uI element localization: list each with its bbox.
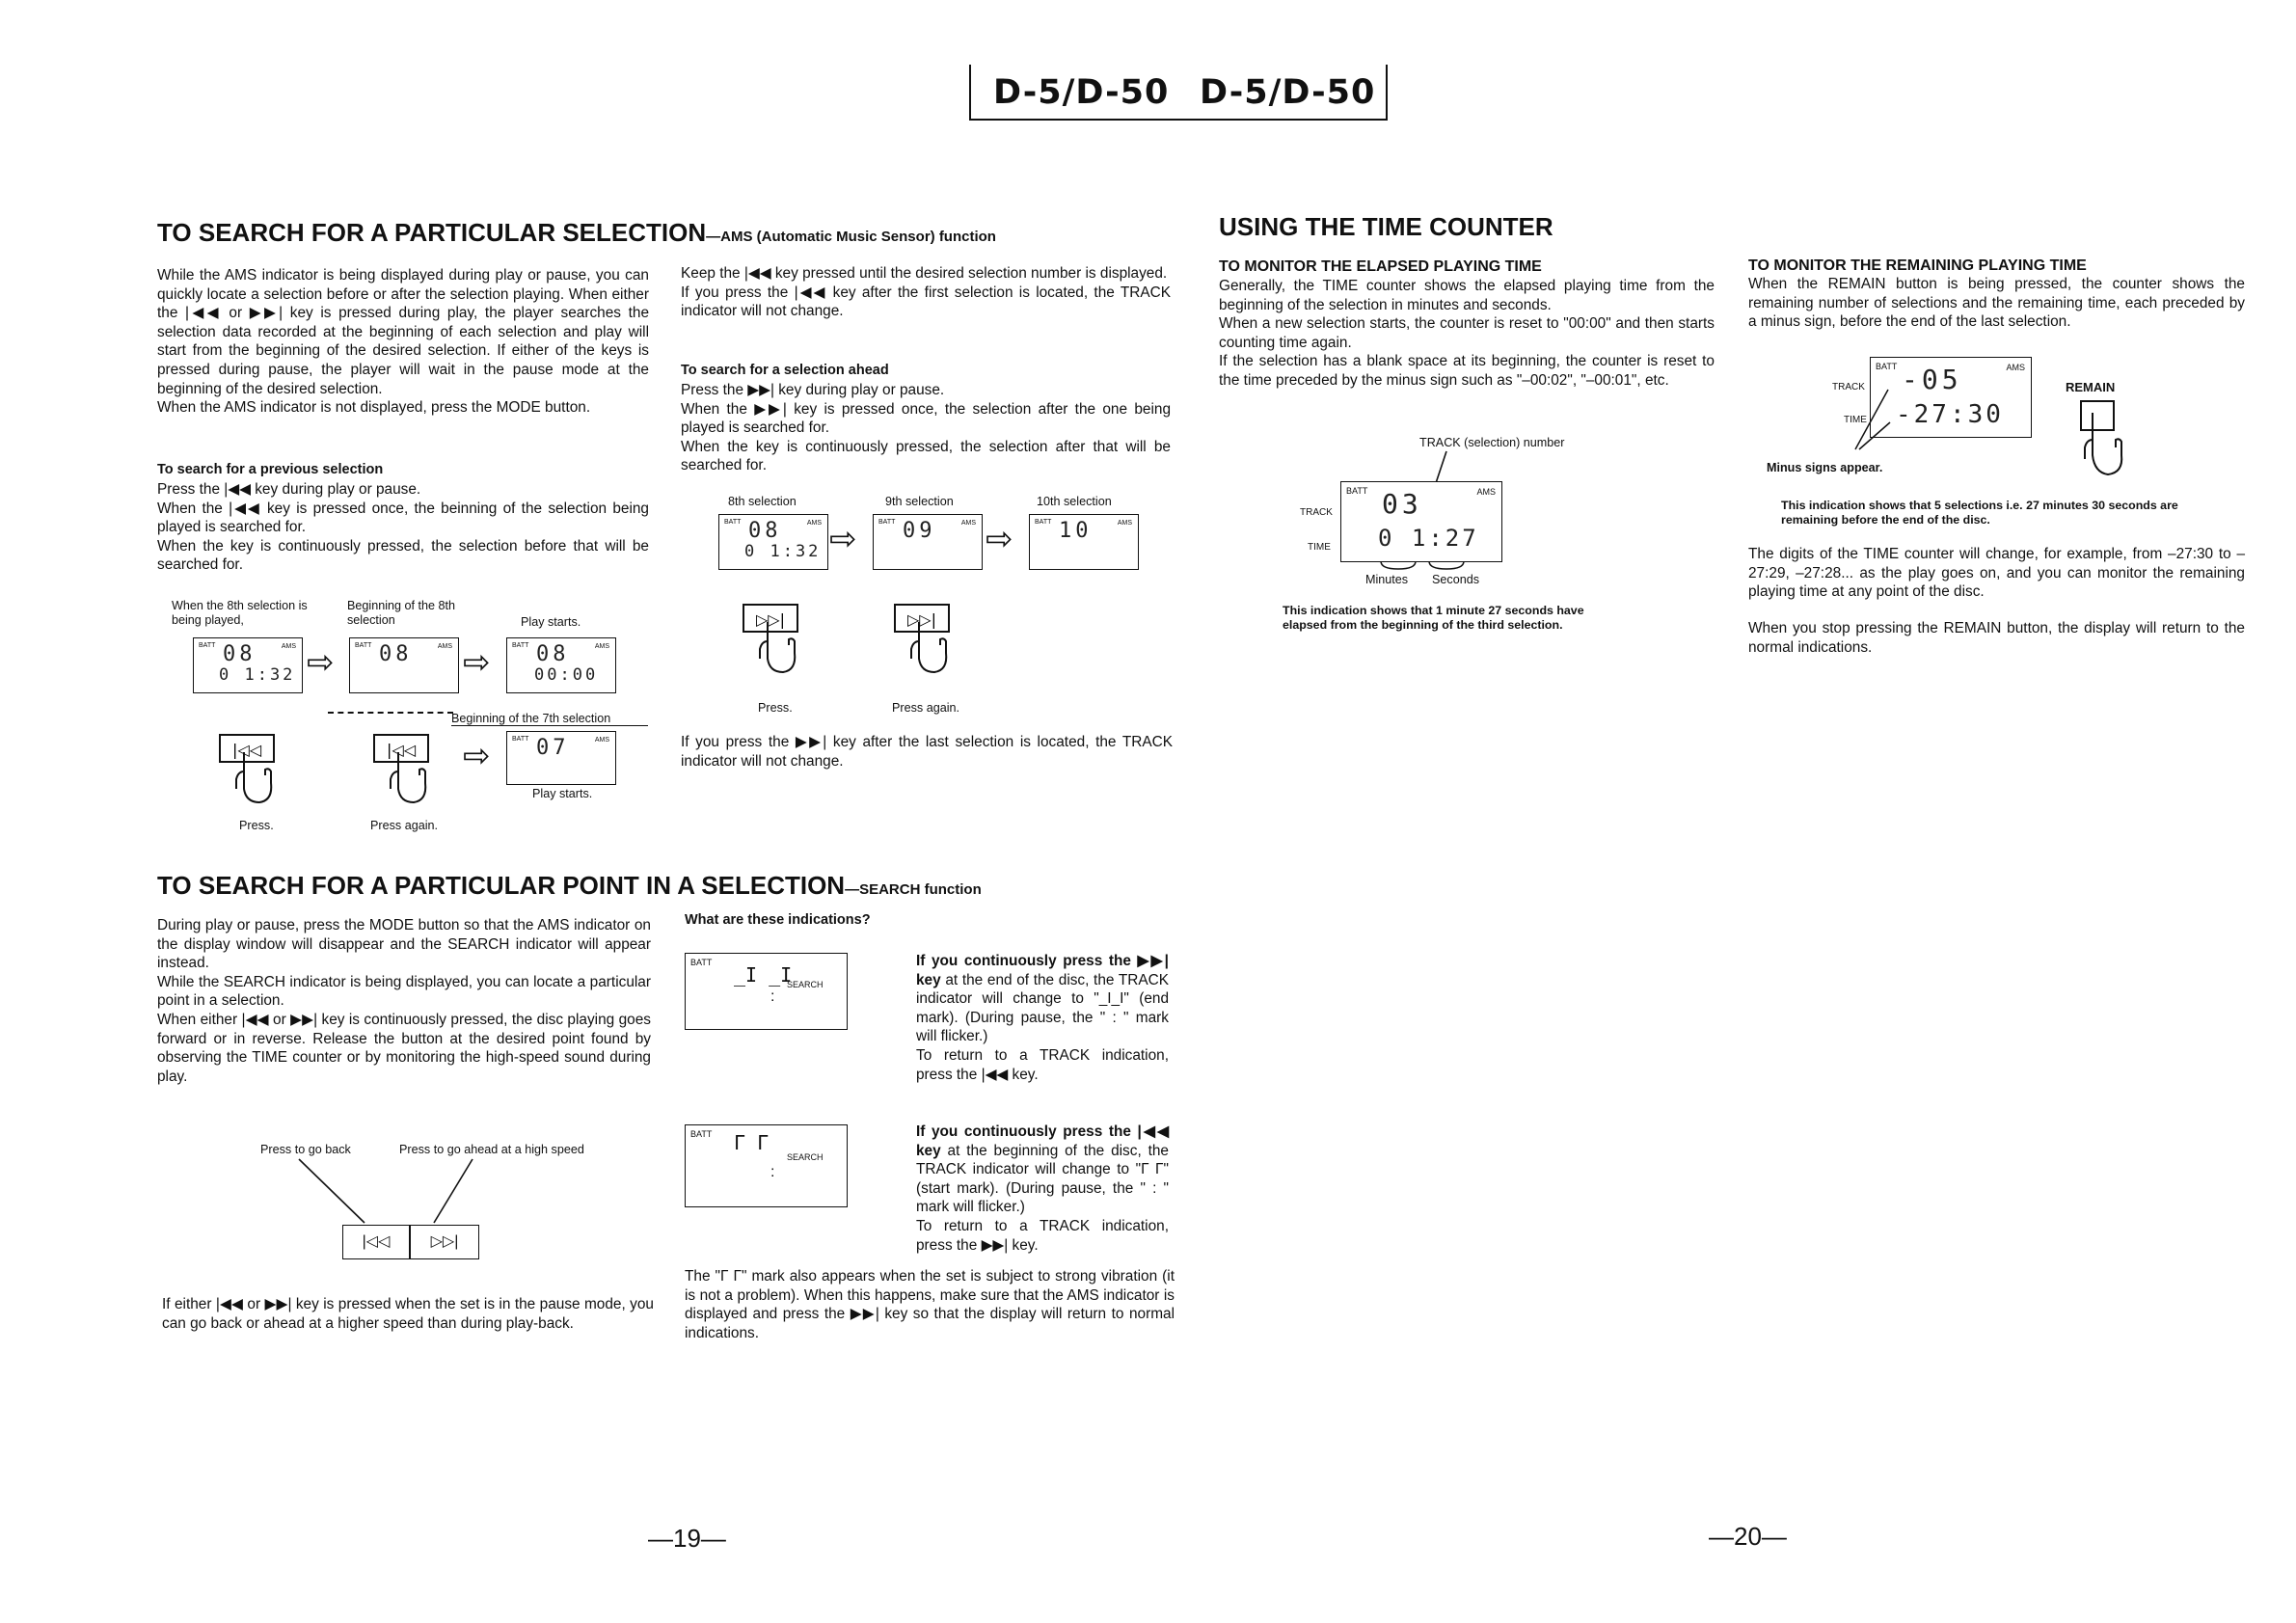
page-number-right: —20— xyxy=(1709,1522,1787,1551)
lcd-elapsed: BATT AMS 03 0 1:27 xyxy=(1340,481,1502,562)
lcd-time-label: TIME xyxy=(1308,542,1331,553)
page-number-left: —19— xyxy=(648,1524,726,1553)
start-mark-text: If you continuously press the |◀◀ key at the beginning of the disc, the TRACK indicator will change to "Γ Γ" (start mark). (During pause, the " : " mark will flicker.) To return to a TRACK indication, press the ▶▶| key. xyxy=(916,1123,1169,1254)
arrow-icon: ⇨ xyxy=(307,644,335,681)
lcd-end-mark: BATT _I _I SEARCH : xyxy=(685,953,848,1030)
elapsed-heading: TO MONITOR THE ELAPSED PLAYING TIME xyxy=(1219,258,1542,275)
minus-pointer-lines xyxy=(1851,386,1909,458)
search-intro: During play or pause, press the MODE button so that the AMS indicator on the display window will disappear and the SEARCH indicator will appear instead. While the SEARCH indicator is being displayed, you can locate a particular point in a selection. When either |◀◀ or ▶▶| key is continuously pressed, the disc playing goes forward or in reverse. Release the button at the desired point found by observing the TIME counter or by monitoring the high-speed sound during play. xyxy=(157,917,651,1085)
keep-pressed-text: Keep the |◀◀ key pressed until the desired selection number is displayed. If you press the |◀◀ key after the first selection is located, the TRACK indicator will not change. xyxy=(681,265,1171,320)
lcd-start-mark: BATT Γ Γ SEARCH : xyxy=(685,1124,848,1207)
end-mark-icon: _I _I xyxy=(734,963,793,987)
minus-caption: Minus signs appear. xyxy=(1767,461,1883,474)
cap-when-8th: When the 8th selection is being played, xyxy=(172,599,308,627)
colon-mark-icon: : xyxy=(770,1164,775,1180)
start-mark-icon: Γ Γ xyxy=(734,1131,770,1154)
counter-title: USING THE TIME COUNTER xyxy=(1219,212,1553,241)
minutes-label: Minutes xyxy=(1365,573,1409,586)
search-title: TO SEARCH FOR A PARTICULAR POINT IN A SELECTION—SEARCH function xyxy=(157,871,982,900)
track-number-caption: TRACK (selection) number xyxy=(1419,436,1565,449)
remain-heading: TO MONITOR THE REMAINING PLAYING TIME xyxy=(1748,257,2087,274)
remain-button-press-icon xyxy=(2073,397,2131,489)
vibration-note: The "Γ Γ" mark also appears when the set is subject to strong vibration (it is not a problem). When this happens, make sure that the AMS indicator is displayed and press the ▶▶| key so that the display will return to normal indications. xyxy=(685,1268,1175,1341)
what-heading: What are these indications? xyxy=(685,912,871,928)
press-again-label: Press again. xyxy=(370,819,439,832)
press-again-label-ahead: Press again. xyxy=(892,701,960,715)
press-label-ahead: Press. xyxy=(758,701,793,715)
prev-heading: To search for a previous selection xyxy=(157,462,384,477)
lcd-prev-1: BATT AMS 08 0 1:32 xyxy=(193,637,303,693)
remain-caption: This indication shows that 5 selections i.e. 27 minutes 30 seconds are remaining before the end of the disc. xyxy=(1781,499,2178,527)
ams-title: TO SEARCH FOR A PARTICULAR SELECTION—AMS (Automatic Music Sensor) function xyxy=(157,218,996,247)
cap-9th: 9th selection xyxy=(885,495,954,508)
search-keys-pointer-lines xyxy=(289,1157,482,1230)
lcd-prev-3: BATT AMS 08 00:00 xyxy=(506,637,616,693)
divider-line xyxy=(451,725,648,726)
svg-text:|◁◁: |◁◁ xyxy=(387,741,416,759)
ahead-heading: To search for a selection ahead xyxy=(681,363,889,378)
lcd-ahead-2: BATT AMS 09 xyxy=(873,514,983,570)
lcd-ahead-1: BATT AMS 08 0 1:32 xyxy=(718,514,828,570)
press-again-prev-key-icon xyxy=(371,733,439,815)
dashed-divider xyxy=(328,712,453,714)
remain-time-label: TIME xyxy=(1844,415,1867,425)
press-again-ahead-key-icon xyxy=(892,603,959,685)
colon-mark-icon: : xyxy=(770,988,775,1005)
model-right: D-5/D-50 xyxy=(1200,73,1376,112)
cap-begin-8th: Beginning of the 8th selection xyxy=(347,599,456,627)
elapsed-text: Generally, the TIME counter shows the elapsed playing time from the beginning of the selection in minutes and seconds. When a new selection starts, the counter is reset to "00:00" and then starts counting time again. If the selection has a blank space at its beginning, the counter is reset to the time preceded by the minus sign such as "–00:02", "–00:01", etc. xyxy=(1219,278,1715,389)
arrow-icon: ⇨ xyxy=(463,738,491,774)
cap-play-starts-2: Play starts. xyxy=(532,787,593,800)
remain-text: When the REMAIN button is being pressed, the counter shows the remaining number of selections and the remaining time, each preceded by a minus sign, before the end of the last selection. xyxy=(1748,276,2245,331)
end-mark-text: If you continuously press the ▶▶| key at the end of the disc, the TRACK indicator will change to "_I_I" (end mark). (During pause, the " : " mark will flicker.) To return to a TRACK indication, press the |◀◀ key. xyxy=(916,953,1169,1083)
digits-text: The digits of the TIME counter will change, for example, from –27:30 to –27:29, –27:28... as the play goes on, and you can monitor the remaining playing time at any point of the disc. xyxy=(1748,546,2245,601)
arrow-icon: ⇨ xyxy=(463,644,491,681)
press-label: Press. xyxy=(239,819,274,832)
cap-go-back: Press to go back xyxy=(260,1143,351,1156)
arrow-icon: ⇨ xyxy=(986,521,1013,557)
prev-key-icon: |◁◁ xyxy=(342,1225,410,1259)
lcd-ahead-3: BATT AMS 10 xyxy=(1029,514,1139,570)
cap-begin-7th: Beginning of the 7th selection xyxy=(451,712,611,725)
remain-button-label: REMAIN xyxy=(2066,380,2116,394)
model-left: D-5/D-50 xyxy=(993,73,1170,112)
elapsed-caption: This indication shows that 1 minute 27 seconds have elapsed from the beginning of the third selection. xyxy=(1283,604,1584,632)
next-key-icon: ▷▷| xyxy=(410,1225,479,1259)
ams-intro: While the AMS indicator is being displayed during play or pause, you can quickly locate a selection before or after the selection playing. When either the |◀◀ or ▶▶| key is pressed during play, the player searches the selection data recorded at the beginning of each selection and play will start from the beginning of the desired selection. If either of the keys is pressed during pause, the player will wait in the pause mode at the beginning of the desired selection. When the AMS indicator is not displayed, press the MODE button. xyxy=(157,267,649,417)
seconds-label: Seconds xyxy=(1432,573,1480,586)
press-prev-key-icon xyxy=(217,733,284,815)
cap-8th: 8th selection xyxy=(728,495,797,508)
cap-10th: 10th selection xyxy=(1037,495,1112,508)
lcd-track-label: TRACK xyxy=(1300,507,1333,518)
prev-text: Press the |◀◀ key during play or pause. When the |◀◀ key is pressed once, the beinning of the selection being played is searched for. When the key is continuously pressed, the selection before that will be searched for. xyxy=(157,481,649,574)
lcd-prev-4: BATT AMS 07 xyxy=(506,731,616,785)
svg-text:|◁◁: |◁◁ xyxy=(232,741,261,759)
after-last-text: If you press the ▶▶| key after the last selection is located, the TRACK indicator will not change. xyxy=(681,734,1173,770)
lcd-prev-2: BATT AMS 08 xyxy=(349,637,459,693)
svg-text:▷▷|: ▷▷| xyxy=(756,610,785,629)
arrow-icon: ⇨ xyxy=(829,521,857,557)
lcd-remain: BATT AMS -05 -27:30 xyxy=(1870,357,2032,438)
cap-go-ahead: Press to go ahead at a high speed xyxy=(399,1143,584,1156)
press-ahead-key-icon xyxy=(741,603,808,685)
remain-track-label: TRACK xyxy=(1832,382,1865,392)
stop-text: When you stop pressing the REMAIN button, the display will return to the normal indications. xyxy=(1748,620,2245,656)
svg-text:▷▷|: ▷▷| xyxy=(907,610,936,629)
cap-play-starts: Play starts. xyxy=(521,615,581,629)
pause-note: If either |◀◀ or ▶▶| key is pressed when the set is in the pause mode, you can go back or ahead at a higher speed than during play-back. xyxy=(162,1296,654,1332)
ahead-text: Press the ▶▶| key during play or pause. When the ▶▶| key is pressed once, the selection after the one being played is searched for. When the key is continuously pressed, the selection after that will be searched for. xyxy=(681,382,1171,474)
